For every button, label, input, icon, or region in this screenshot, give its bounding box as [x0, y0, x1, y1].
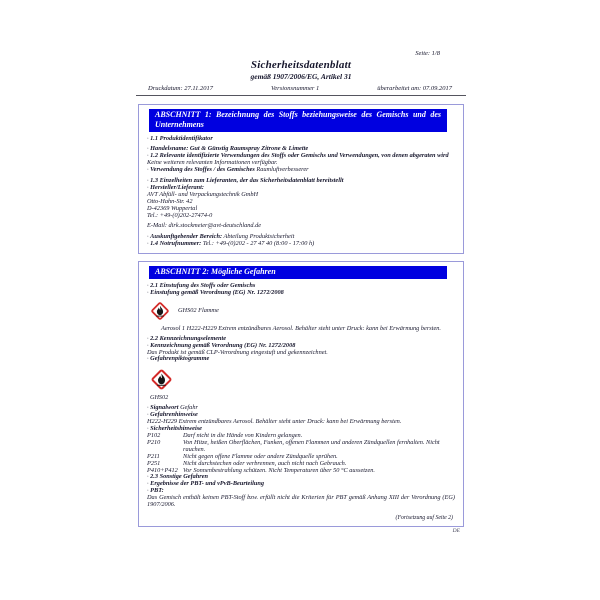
doc-line: · Verwendung des Stoffes / des Gemisches Raumluftverbesserer [147, 166, 309, 174]
p-statement-code: P211 [147, 452, 160, 460]
doc-line: Das Produkt ist gemäß CLP-Verordnung eingestuft und gekennzeichnet. [147, 348, 328, 356]
doc-line: · Signalwort Gefahr [147, 404, 198, 412]
language-code: DE [452, 527, 460, 534]
document-title: Sicherheitsdatenblatt [250, 59, 352, 71]
p-statement-text: Vor Sonnenbestrahlung schützen. Nicht Temperaturen über 50 °C aussetzen. [183, 466, 375, 474]
p-statement-code: P251 [147, 459, 161, 467]
p-statement-code: P410+P412 [147, 466, 178, 474]
continuation-note: (Fortsetzung auf Seite 2) [395, 514, 453, 521]
doc-line: · Sicherheitshinweise [147, 425, 202, 433]
doc-line: · Gefahrenhinweise [147, 411, 198, 419]
p-statement-text: Nicht durchstechen oder verbrennen, auch nicht nach Gebrauch. [183, 459, 347, 467]
doc-line: · Gefahrenpiktogramme [147, 355, 210, 363]
p-statement-code: P210 [147, 438, 161, 446]
p-statement-text: Nicht gegen offene Flamme oder andere Zündquelle sprühen. [183, 452, 338, 460]
ghs02-flame-icon [149, 300, 171, 322]
doc-line: E-Mail: dirk.stockmeier@avt-deutschland.de [147, 222, 262, 230]
document-meta-row [138, 85, 464, 92]
doc-line: · Handelsname: Gut & Günstig Raumspray Zitrone & Limette [147, 145, 309, 153]
section-2-header: ABSCHNITT 2: Mögliche Gefahren [149, 266, 447, 279]
doc-line: · 2.2 Kennzeichnungselemente [147, 334, 227, 342]
hazard-classification: Aerosol 1 H222-H229 Extrem entzündbares Aerosol. Behälter steht unter Druck: kann bei Erwärmung bersten. [161, 324, 441, 332]
doc-line: Tel.: +49-(0)202-27474-0 [147, 211, 213, 219]
header-divider [136, 95, 466, 96]
doc-line: · Auskunftgebender Bereich: Abteilung Produktsicherheit [147, 233, 295, 241]
p-statement-row [147, 440, 455, 454]
ghs02-flame-icon [149, 367, 455, 392]
doc-line: Keine weiteren relevanten Informationen verfügbar. [147, 159, 278, 167]
pictogram-block [149, 367, 455, 401]
doc-line: H222-H229 Extrem entzündbares Aerosol. Behälter steht unter Druck: kann bei Erwärmung bersten. [147, 418, 402, 426]
doc-line: · 2.3 Sonstige Gefahren [147, 473, 209, 481]
section-1-body [147, 136, 455, 249]
doc-line: Das Gemisch enthält keinen PBT-Stoff bzw. erfüllt nicht die Kriterien für PBT gemäß Anhang XIII der Verordnung (EG) 1907/2006. [147, 494, 455, 509]
p-statement-code: P102 [147, 432, 161, 439]
section-2 [138, 261, 464, 527]
doc-line: · 1.3 Einzelheiten zum Lieferanten, der das Sicherheitsdatenblatt bereitstellt [147, 177, 344, 185]
doc-line: · 2.1 Einstufung des Stoffs oder Gemischs [147, 281, 256, 289]
page-content [138, 50, 464, 534]
doc-line: · Hersteller/Lieferant: [147, 183, 205, 191]
pictogram-caption: GHS02 [150, 394, 169, 402]
doc-line: Otto-Hahn-Str. 42 [147, 197, 193, 205]
doc-line: · Ergebnisse der PBT- und vPvB-Beurteilung [147, 480, 264, 488]
doc-line: · 1.4 Notrufnummer: Tel.: +49-(0)202 - 27 47 40 (8:00 - 17:00 h) [147, 240, 315, 248]
doc-line: · PBT: [147, 487, 164, 495]
section-1 [138, 104, 464, 254]
section-2-body [147, 283, 455, 509]
document-subtitle: gemäß 1907/2006/EG, Artikel 31 [250, 72, 352, 81]
p-statement-text: Darf nicht in die Hände von Kindern gelangen. [183, 432, 303, 439]
p-statement-text: Von Hitze, heißen Oberflächen, Funken, offenen Flammen und anderen Zündquellen fernhalten. Nicht rauchen. [183, 438, 440, 453]
doc-line: · 1.1 Produktidentifikator [147, 134, 213, 142]
pictogram-label: GHS02 Flamme [178, 307, 219, 315]
doc-line: · 1.2 Relevante identifizierte Verwendungen des Stoffs oder Gemischs und Verwendungen, von denen abgeraten wird [147, 152, 449, 160]
print-date: Druckdatum: 27.11.2017 [148, 85, 214, 92]
page-number: Seite: 1/8 [415, 50, 440, 57]
doc-line: D-42369 Wuppertal [147, 204, 198, 212]
section-1-header: ABSCHNITT 1: Bezeichnung des Stoffs beziehungsweise des Gemischs und des Unternehmens [149, 109, 447, 132]
doc-line: · Einstufung gemäß Verordnung (EG) Nr. 1272/2008 [147, 288, 284, 296]
pictogram-row [149, 300, 455, 322]
doc-line: AVT Abfüll- und Verpackungstechnik GmbH [147, 190, 259, 198]
doc-line: · Kennzeichnung gemäß Verordnung (EG) Nr. 1272/2008 [147, 341, 296, 349]
version-number: Versionsnummer 1 [271, 85, 320, 92]
revision-date: überarbeitet am: 07.09.2017 [377, 85, 452, 92]
